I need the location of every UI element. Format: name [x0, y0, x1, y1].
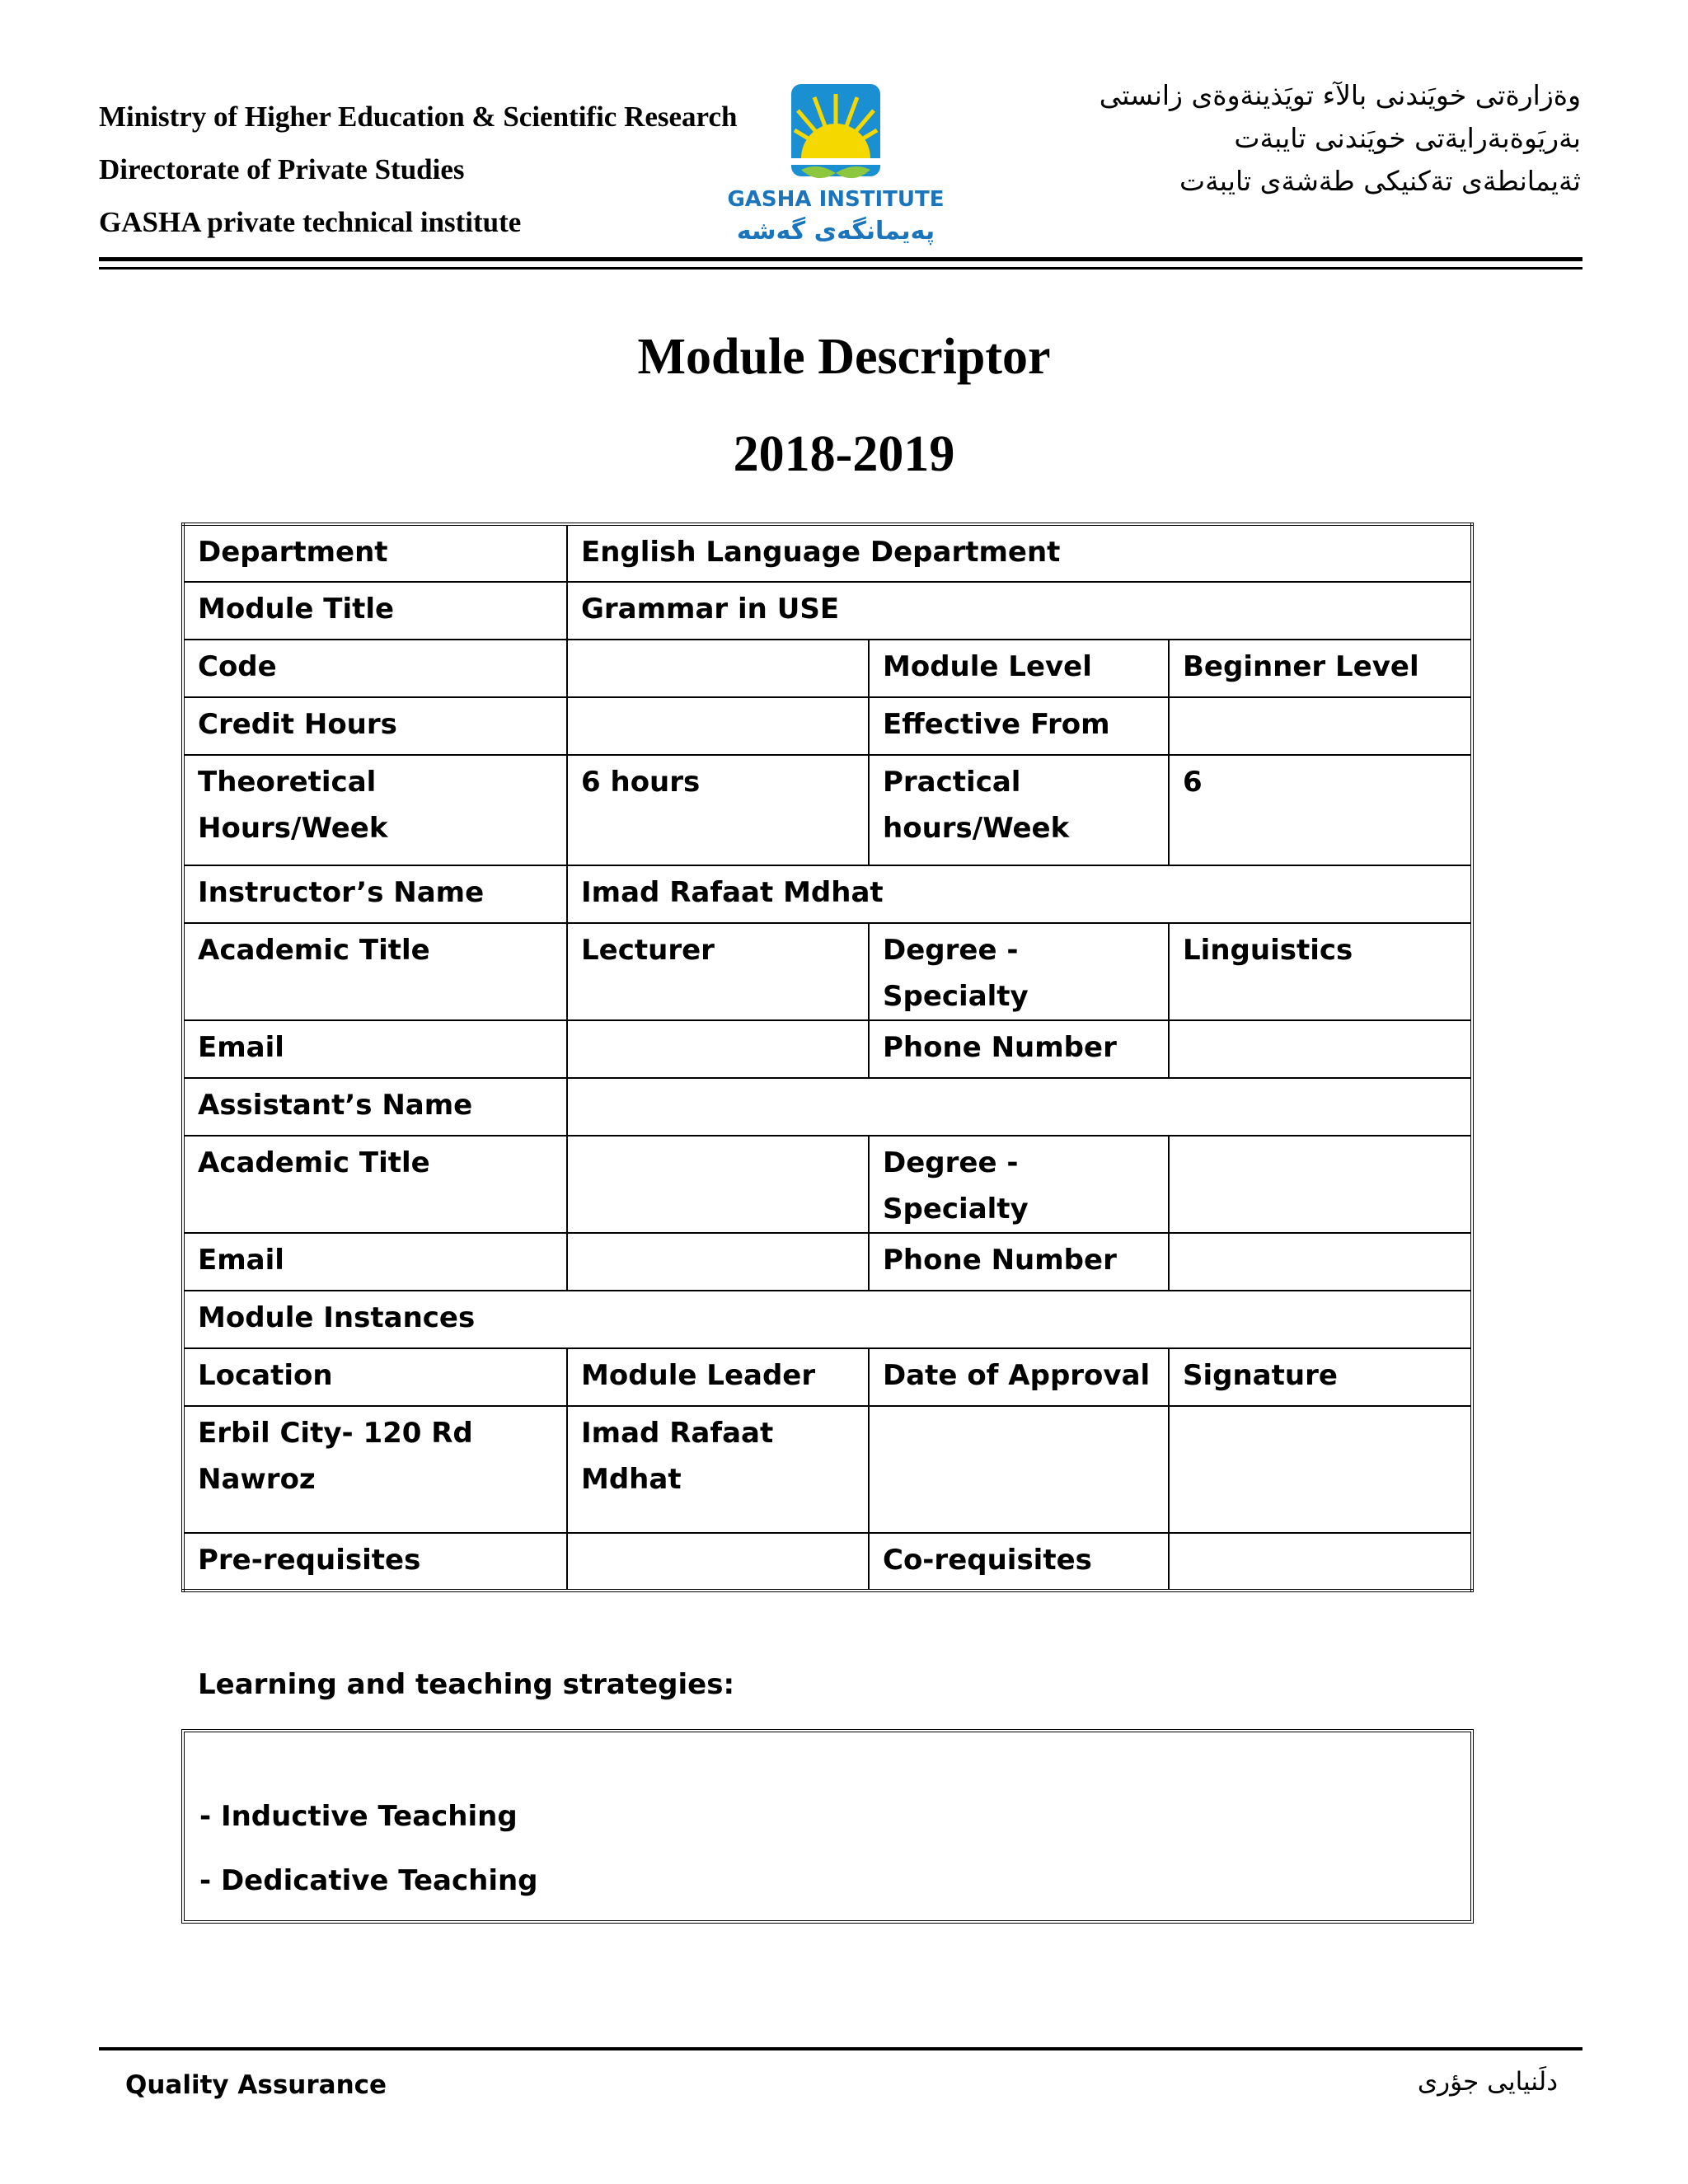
header-institution-names [99, 91, 737, 249]
module-level-label: Module Level [869, 640, 1169, 697]
ministry-name-ku: وةزارةتى خويَندنى بالآء تويَذينةوةى زانستى [1099, 79, 1581, 111]
header-kurdish-names [1070, 74, 1581, 203]
code-label: Code [183, 640, 567, 697]
table-row-department [183, 524, 1472, 582]
header-rule-thick [99, 257, 1582, 261]
footer-quality-assurance-ku: دلَنيايى جؤرى [1417, 2067, 1558, 2097]
footer-quality-assurance: Quality Assurance [125, 2070, 387, 2100]
code-value [567, 640, 869, 697]
strategies-heading: Learning and teaching strategies: [198, 1668, 735, 1701]
module-title-value: Grammar in USE [567, 582, 1472, 640]
degree-specialty-value: Linguistics [1169, 923, 1472, 1020]
directorate-name-ku: بةريَوةبةرايةتى خويَندنى تايبةت [1234, 122, 1581, 154]
assistant-email-label: Email [183, 1233, 567, 1291]
module-info-table [181, 523, 1474, 1592]
table-row-module-title [183, 582, 1472, 640]
table-row-instances-header [183, 1348, 1472, 1406]
assistant-name-value [567, 1078, 1472, 1136]
instructor-name-value: Imad Rafaat Mdhat [567, 865, 1472, 923]
assistant-phone-label: Phone Number [869, 1233, 1169, 1291]
institute-name-ku: ثةيمانطةى تةكنيكى طةشةى تايبةت [1179, 165, 1581, 197]
table-row-academic-title [183, 923, 1472, 1020]
table-row-assistant [183, 1078, 1472, 1136]
module-leader-value: Imad Rafaat Mdhat [567, 1406, 869, 1533]
corequisites-value [1169, 1533, 1472, 1591]
academic-year: 2018-2019 [733, 426, 955, 482]
module-instances-label: Module Instances [183, 1291, 1472, 1348]
table-row-instructor [183, 865, 1472, 923]
signature-value [1169, 1406, 1472, 1533]
ministry-name: Ministry of Higher Education & Scientific Research [99, 101, 738, 133]
academic-title-value: Lecturer [567, 923, 869, 1020]
table-row-requisites [183, 1533, 1472, 1591]
signature-header: Signature [1169, 1348, 1472, 1406]
document-title: Module Descriptor [637, 329, 1051, 385]
prerequisites-value [567, 1533, 869, 1591]
svg-text:GASHA INSTITUTE: GASHA INSTITUTE [727, 187, 945, 212]
email-label: Email [183, 1020, 567, 1078]
instructor-name-label: Instructor’s Name [183, 865, 567, 923]
strategy-item: - Dedicative Teaching [199, 1864, 538, 1897]
location-value: Erbil City- 120 Rd Nawroz [183, 1406, 567, 1533]
practical-hours-label-line2: hours/Week [883, 812, 1070, 845]
directorate-name: Directorate of Private Studies [99, 153, 465, 185]
prerequisites-label: Pre-requisites [183, 1533, 567, 1591]
phone-number-value [1169, 1020, 1472, 1078]
theoretical-hours-label: Theoretical Hours/Week [183, 755, 567, 865]
theoretical-hours-value: 6 hours [567, 755, 869, 865]
table-row-assistant-title [183, 1136, 1472, 1233]
credit-hours-value [567, 697, 869, 755]
corequisites-label: Co-requisites [869, 1533, 1169, 1591]
gasha-institute-logo [725, 82, 989, 255]
assistant-degree-value [1169, 1136, 1472, 1233]
department-label: Department [183, 524, 567, 582]
date-of-approval-header: Date of Approval [869, 1348, 1169, 1406]
assistant-academic-title-label: Academic Title [183, 1136, 567, 1233]
svg-text:پەیمانگەی گەشە: پەیمانگەی گەشە [736, 217, 935, 246]
table-row-code [183, 640, 1472, 697]
table-row-instance [183, 1406, 1472, 1533]
footer-rule [99, 2047, 1582, 2050]
table-row-module-instances [183, 1291, 1472, 1348]
department-value: English Language Department [567, 524, 1472, 582]
table-row-email [183, 1020, 1472, 1078]
logo-emblem-icon [725, 82, 989, 255]
phone-number-label: Phone Number [869, 1020, 1169, 1078]
practical-hours-label [869, 755, 1169, 865]
assistant-academic-title-value [567, 1136, 869, 1233]
email-value [567, 1020, 869, 1078]
table-row-assistant-email [183, 1233, 1472, 1291]
academic-title-label: Academic Title [183, 923, 567, 1020]
assistant-email-value [567, 1233, 869, 1291]
degree-specialty-label: Degree - Specialty [869, 923, 1169, 1020]
header-rule-thin [99, 267, 1582, 269]
strategies-box [181, 1729, 1474, 1924]
effective-from-value [1169, 697, 1472, 755]
assistant-degree-label: Degree - Specialty [869, 1136, 1169, 1233]
table-row-credit-hours [183, 697, 1472, 755]
assistant-name-label: Assistant’s Name [183, 1078, 567, 1136]
assistant-phone-value [1169, 1233, 1472, 1291]
practical-hours-label-line1: Practical [883, 766, 1021, 799]
location-header: Location [183, 1348, 567, 1406]
practical-hours-value: 6 [1169, 755, 1472, 865]
institute-name: GASHA private technical institute [99, 206, 522, 238]
strategy-item: - Inductive Teaching [199, 1800, 518, 1833]
credit-hours-label: Credit Hours [183, 697, 567, 755]
date-of-approval-value [869, 1406, 1169, 1533]
effective-from-label: Effective From [869, 697, 1169, 755]
module-leader-header: Module Leader [567, 1348, 869, 1406]
module-title-label: Module Title [183, 582, 567, 640]
module-level-value: Beginner Level [1169, 640, 1472, 697]
table-row-hours [183, 755, 1472, 865]
